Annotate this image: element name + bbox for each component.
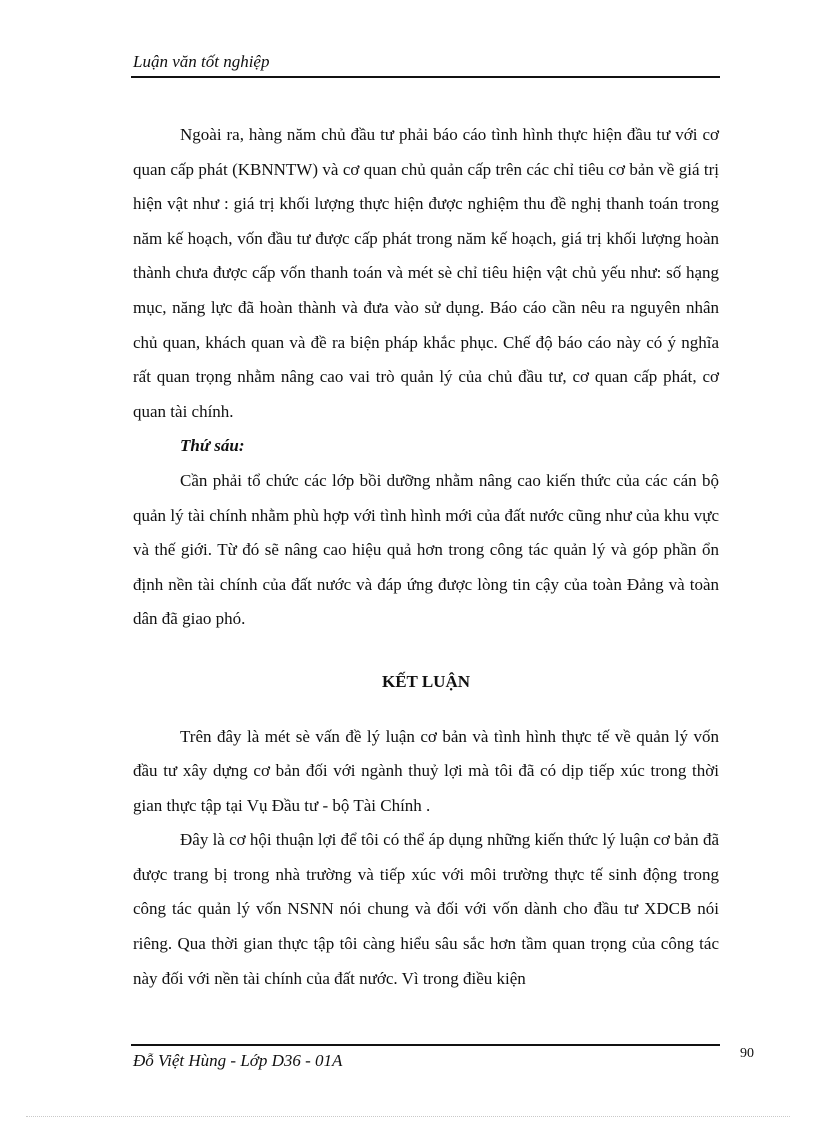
paragraph: Trên đây là mét sè vấn đề lý luận cơ bản và tình hình thực tế về quản lý vốn đầu tư xây dựng cơ bản đối với ngành thuỷ lợi mà tôi đã có dịp tiếp xúc trong thời gian thực tập tại Vụ Đầu tư - bộ Tài Chính . — [133, 726, 719, 815]
section-heading: KẾT LUẬN — [381, 671, 470, 691]
running-header: Luận văn tốt nghiệp — [133, 52, 270, 71]
header-rule — [131, 76, 720, 78]
footer-author: Đỗ Việt Hùng - Lớp D36 - 01A — [133, 1051, 343, 1070]
page-body — [133, 118, 719, 996]
page-edge-divider — [26, 1116, 790, 1117]
spacer — [133, 700, 719, 720]
subheading: Thứ sáu: — [180, 436, 245, 456]
paragraph: Cần phải tổ chức các lớp bồi dưỡng nhằm nâng cao kiến thức của các cán bộ quản lý tài chính nhằm phù hợp với tình hình mới của đất nước cũng như của khu vực và thế giới. Từ đó sẽ nâng cao hiệu quả hơn trong công tác quản lý và góp phần ổn định nền tài chính của đất nước và đáp ứng được lòng tin cậy của toàn Đảng và toàn dân đã giao phó. — [133, 470, 719, 629]
paragraph: Ngoài ra, hàng năm chủ đầu tư phải báo cáo tình hình thực hiện đầu tư với cơ quan cấp phát (KBNNTW) và cơ quan chủ quản cấp trên các chỉ tiêu cơ bản về giá trị hiện vật như : giá trị khối lượng thực hiện được nghiệm thu đề nghị thanh toán trong năm kế hoạch, vốn đầu tư được cấp phát trong năm kế hoạch, giá trị khối lượng hoàn thành chưa được cấp vốn thanh toán và mét sè chỉ tiêu hiện vật chủ yếu như: số hạng mục, năng lực đã hoàn thành và đưa vào sử dụng. Báo cáo cần nêu ra nguyên nhân chủ quan, khách quan và đề ra biện pháp khắc phục. Chế độ báo cáo này có ý nghĩa rất quan trọng nhằm nâng cao vai trò quản lý của chủ đầu tư, cơ quan cấp phát, cơ quan tài chính. — [133, 125, 719, 421]
footer-rule — [131, 1044, 720, 1046]
spacer — [133, 637, 719, 665]
paragraph: Đây là cơ hội thuận lợi để tôi có thể áp dụng những kiến thức lý luận cơ bản đã được trang bị trong nhà trường và tiếp xúc với môi trường thực tế sinh động trong công tác quản lý vốn NSNN nói chung và đối với vốn dành cho đầu tư XDCB nói riêng. Qua thời gian thực tập tôi càng hiểu sâu sắc hơn tầm quan trọng của công tác này đối với nền tài chính của đất nước. Vì trong điều kiện — [133, 830, 719, 988]
page-number: 90 — [740, 1046, 754, 1061]
